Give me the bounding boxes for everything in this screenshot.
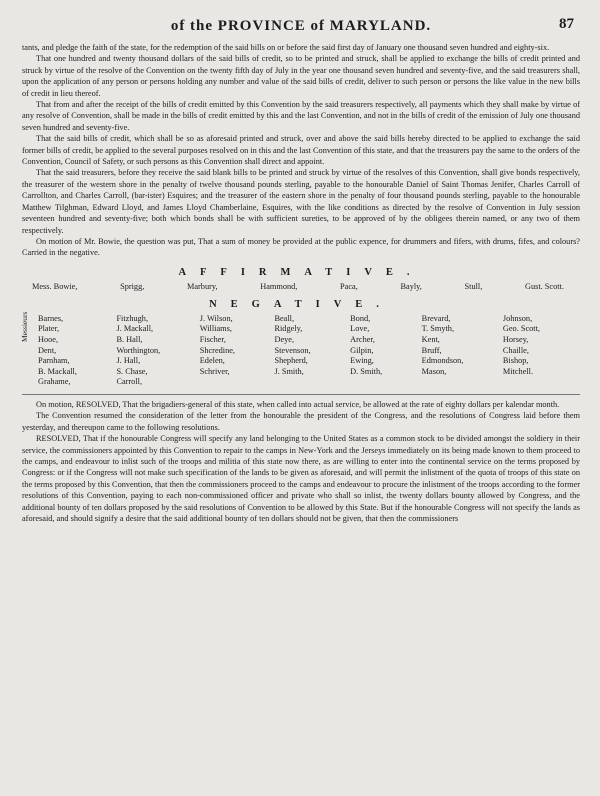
affirmative-names <box>22 282 580 291</box>
page-number: 87 <box>559 16 574 32</box>
negative-column <box>116 314 160 388</box>
negative-name: Plater, <box>38 324 60 334</box>
negative-name: Gilpin, <box>350 345 374 355</box>
negative-name: Archer, <box>350 334 375 344</box>
negative-name: Kent, <box>421 334 440 344</box>
affirmative-name: Gust. Scott. <box>524 281 564 291</box>
page-body <box>22 42 580 524</box>
negative-column <box>503 314 540 388</box>
negative-name: Dent, <box>38 345 57 355</box>
negative-name: Johnson, <box>502 313 533 323</box>
negative-name: J. Hall, <box>116 356 141 366</box>
negative-name: Mason, <box>421 366 447 376</box>
paragraph: That the said bills of credit, which shall be so as aforesaid printed and struck, over and above the said bills hereby directed to be applied to exchange the said former bills of credit, be applied to the several purposes resolved on in this and the last Convention of this state, and that the treasurers pay the same to the orders of the Convention, Council of Safety, or such persons as this Convention shall direct and appoint. <box>22 134 580 167</box>
negative-name: Deye, <box>274 334 295 344</box>
negative-column <box>422 314 464 388</box>
negative-column <box>350 314 382 388</box>
negative-name: Love, <box>350 324 370 334</box>
negative-name: Hooe, <box>38 334 59 344</box>
negative-name: Grahame, <box>38 377 71 387</box>
negative-name: Fitzhugh, <box>116 313 149 323</box>
negative-name: Brevard, <box>421 313 451 323</box>
negative-name: Edmondson, <box>421 356 464 366</box>
negative-name: S. Chase, <box>116 366 148 376</box>
negative-name: Shcredine, <box>199 345 235 355</box>
paragraph: On motion of Mr. Bowie, the question was put, That a sum of money be provided at the public expence, for drummers and fifers, with drums, fifes, and colours? Carried in the negative. <box>22 236 580 258</box>
negative-name: Parnham, <box>38 356 70 366</box>
messieurs-label: Messieurs <box>20 311 29 342</box>
paragraph: RESOLVED, That if the honourable Congress will specify any land belonging to the United States as a common stock to be divided amongst the soldiery in their service, the commissioners appointed by this Convention to repair to the camps in New-York and the Jerseys immediately on its being made known to them proceed to the camps, and endeavour to inlist such of the troops and militia of this state now there, as are willing to enter into the continental service on the terms proposed by Congress: or if the Congress will not make such specification of the lands to be given as aforesaid, and will permit the inlistment of the quota of troops of this state on the terms proposed by this Convention, that then the commissioners proceed to the camps and endeavour to procure the inlistment of the troops according to the former resolutions of this Convention, paying to each non-commissioned officer and private who shall so inlist, the twenty dollars bounty allowed by Congress, and the additional bounty of ten dollars proposed by the said resolutions of Convention to be allowed by this State. But if the honourable Congress will not specify the lands as aforesaid, and should signify a desire that the said additional bounty of ten dollars should not be given, that then the commissioners <box>22 434 580 523</box>
negative-name: J. Smith, <box>274 366 304 376</box>
negative-name: Chaille, <box>502 345 529 355</box>
negative-name: Ewing, <box>350 356 374 366</box>
negative-name: Edelen, <box>199 356 225 366</box>
negative-name: B. Mackall, <box>38 366 77 376</box>
negative-column <box>274 314 310 388</box>
affirmative-heading: AFFIRMATIVE. <box>178 266 424 278</box>
negative-name: J. Mackall, <box>116 324 154 334</box>
negative-column <box>200 314 235 388</box>
paragraph: The Convention resumed the consideration of the letter from the honourable the president of the Congress, and the resolutions of Congress laid before them yesterday, and thereupon came to the following resolutions. <box>22 411 580 432</box>
negative-name: Williams, <box>199 324 232 334</box>
paragraph: On motion, RESOLVED, That the brigadiers-general of this state, when called into actual service, be allowed at the rate of eighty dollars per kalendar month. <box>36 399 560 409</box>
negative-name: Bishop, <box>502 356 529 366</box>
negative-name: Shepherd, <box>274 356 308 366</box>
page-header <box>22 16 580 42</box>
negative-name: Beall, <box>274 313 295 323</box>
negative-name: J. Wilson, <box>199 313 233 323</box>
divider <box>22 394 580 395</box>
negative-name: D. Smith, <box>350 366 383 376</box>
paragraph: That from and after the receipt of the bills of credit emitted by this Convention by the said treasurers respectively, all payments which they shall make by virtue of any resolve of Convention, shall be made in the bills of credit emitted by this and the last Convention, and not in the bills of credit of the emission of July one thousand seven hundred and seventy-five. <box>22 100 580 132</box>
running-head: of the PROVINCE of MARYLAND. <box>170 18 432 34</box>
paragraph: tants, and pledge the faith of the state, for the redemption of the said bills on or before the said first day of January one thousand seven hundred and eighty-six. <box>22 43 550 52</box>
negative-name: T. Smyth, <box>421 324 455 334</box>
negative-name: Geo. Scott, <box>502 324 540 334</box>
negative-name: Worthington, <box>116 345 161 355</box>
negative-column <box>38 314 77 388</box>
affirmative-name: Hammond, <box>260 281 298 291</box>
negative-names <box>20 311 580 388</box>
paragraph: That the said treasurers, before they receive the said blank bills to be printed and struck by virtue of the resolves of this Convention, shall give bonds respectively, the treasurer of the western shore in the penalty of twelve thousand pounds sterling, payable to the honourable Daniel of Saint Thomas Jenifer, Charles Carroll of Carrollton, and Charles Carroll, (bar-ister) Esquires; and the treasurer of the eastern shore in the penalty of four thousand pounds sterling, payable to the honourable Matthew Tilghman, Edward Lloyd, and James Lloyd Chamberlaine, Esquires, with the like conditions as directed by the resolve of Convention in July session seventeen hundred and seventy-five; both which bonds shall be with sufficient sureties, to be approved of by the obligees therein named, or any two of them respectively. <box>22 168 580 235</box>
negative-columns <box>38 314 580 388</box>
negative-name: Carroll, <box>116 377 143 387</box>
negative-name: Ridgely, <box>274 324 303 334</box>
affirmative-name: Mess. Bowie, <box>32 281 78 291</box>
negative-name: Schriver, <box>199 366 230 376</box>
negative-name: Bond, <box>350 313 371 323</box>
affirmative-name: Paca, <box>340 281 358 291</box>
negative-name: Mitchell. <box>502 366 534 376</box>
negative-name: Stevenson, <box>274 345 311 355</box>
negative-name: Barnes, <box>38 313 64 323</box>
negative-name: B. Hall, <box>116 334 143 344</box>
affirmative-name: Sprigg, <box>120 281 145 291</box>
affirmative-name: Stull, <box>464 281 483 291</box>
negative-name: Fischer, <box>199 334 226 344</box>
paragraph: That one hundred and twenty thousand dollars of the said bills of credit, so to be printed and struck, shall be applied to exchange the bills of credit printed and struck by virtue of the resolve of the Convention on the twenty fifth day of July in the year one thousand seven hundred and seventy-five, and the said treasurers shall, upon the application of any person or persons holding any number and value of the said bills of credit, deliver to such person or persons the like value in the new bills of credit in lieu thereof. <box>22 54 580 98</box>
negative-name: Bruff, <box>421 345 442 355</box>
affirmative-name: Marbury, <box>186 281 218 291</box>
negative-heading: NEGATIVE. <box>209 298 393 310</box>
negative-name: Horsey, <box>502 334 529 344</box>
affirmative-name: Bayly, <box>400 281 422 291</box>
